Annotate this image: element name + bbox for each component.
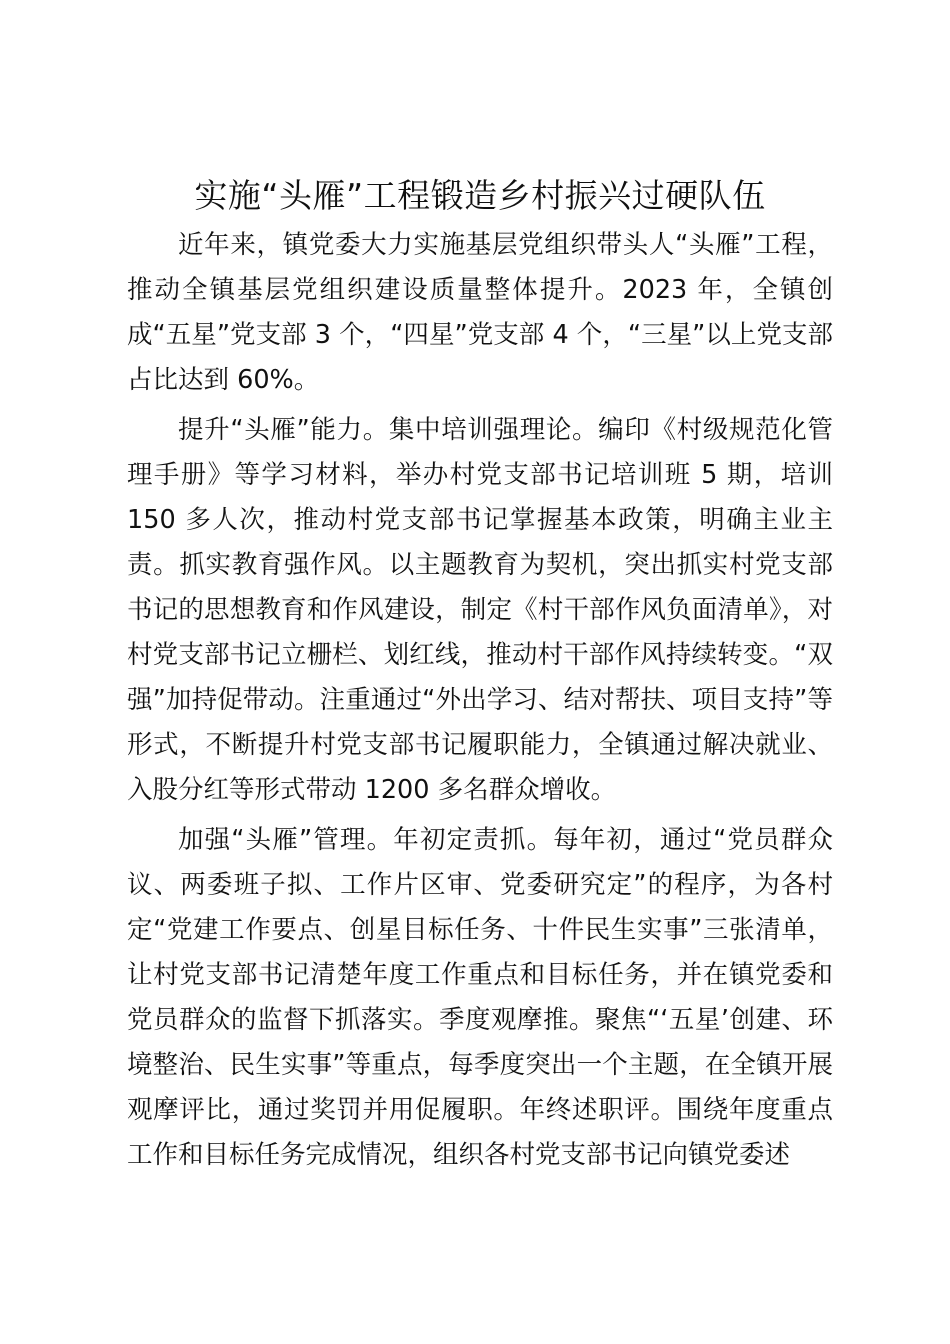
paragraph-intro: 近年来，镇党委大力实施基层党组织带头人“头雁”工程，推动全镇基层党组织建设质量整体提升。2023 年，全镇创成“五星”党支部 3 个，“四星”党支部 4 个，“三星”以上党支部占比达到 60%。 (127, 230, 833, 395)
paragraph-ability: 提升“头雁”能力。集中培训强理论。编印《村级规范化管理手册》等学习材料，举办村党支部书记培训班 5 期，培训 150 多人次，推动村党支部书记掌握基本政策，明确主业主责。抓实教育强作风。以主题教育为契机，突出抓实村党支部书记的思想教育和作风建设，制定《村干部作风负面清单》，对村党支部书记立栅栏、划红线，推动村干部作风持续转变。“双强”加持促带动。注重通过“外出学习、结对帮扶、项目支持”等形式，不断提升村党支部书记履职能力，全镇通过解决就业、入股分红等形式带动 1200 多名群众增收。 (127, 415, 833, 805)
document-page (127, 172, 833, 1178)
paragraph-management: 加强“头雁”管理。年初定责抓。每年初，通过“党员群众议、两委班子拟、工作片区审、党委研究定”的程序，为各村定“党建工作要点、创星目标任务、十件民生实事”三张清单，让村党支部书记清楚年度工作重点和目标任务，并在镇党委和党员群众的监督下抓落实。季度观摩推。聚焦“‘五星’创建、环境整治、民生实事”等重点，每季度突出一个主题，在全镇开展观摩评比，通过奖罚并用促履职。年终述职评。围绕年度重点工作和目标任务完成情况，组织各村党支部书记向镇党委述 (127, 825, 833, 1170)
document-title: 实施“头雁”工程锻造乡村振兴过硬队伍 (194, 176, 766, 215)
